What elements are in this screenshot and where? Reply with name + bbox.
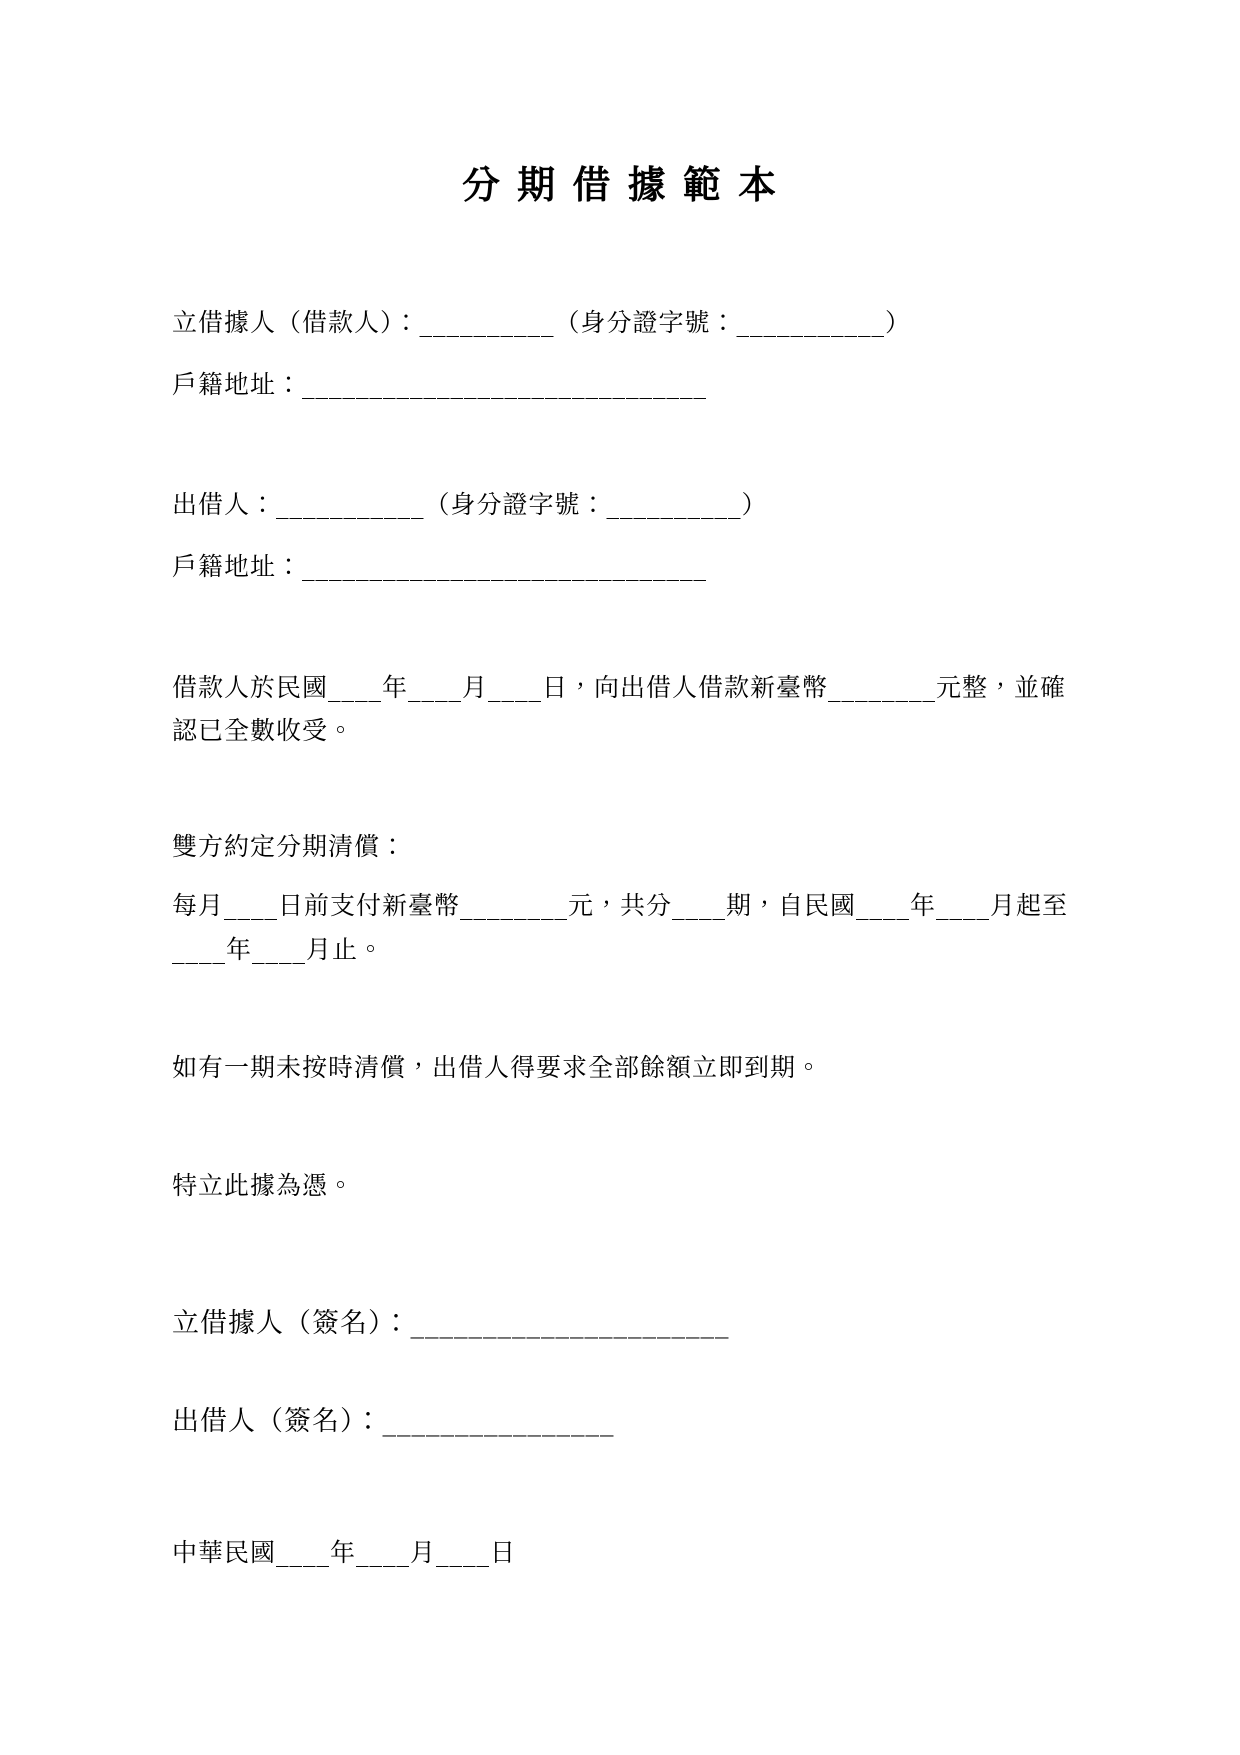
loan-terms-line-1: 借款人於民國____年____月____日，向出借人借款新臺幣________元整，並確 xyxy=(172,673,1067,702)
default-acceleration-clause: 如有一期未按時清償，出借人得要求全部餘額立即到期。 xyxy=(172,1053,823,1082)
lender-address-line: 戶籍地址：______________________________ xyxy=(172,552,708,581)
lender-info-line: 出借人：___________（身分證字號：__________） xyxy=(172,490,768,519)
borrower-info-line: 立借據人（借款人）：__________（身分證字號：___________） xyxy=(172,308,912,337)
installment-terms-line-1: 每月____日前支付新臺幣________元，共分____期，自民國____年____月起至 xyxy=(172,891,1069,920)
borrower-address-line: 戶籍地址：______________________________ xyxy=(172,370,708,399)
repayment-heading: 雙方約定分期清償： xyxy=(172,832,407,861)
installment-terms-line-2: ____年____月止。 xyxy=(172,935,385,964)
loan-terms-line-2: 認已全數收受。 xyxy=(172,716,355,745)
borrower-signature-line: 立借據人（簽名）：______________________ xyxy=(172,1308,730,1339)
closing-statement: 特立此據為憑。 xyxy=(172,1171,355,1200)
lender-signature-line: 出借人（簽名）：________________ xyxy=(172,1406,615,1437)
document-title: 分 期 借 據 範 本 xyxy=(461,162,779,207)
roc-date-line: 中華民國____年____月____日 xyxy=(172,1538,517,1567)
